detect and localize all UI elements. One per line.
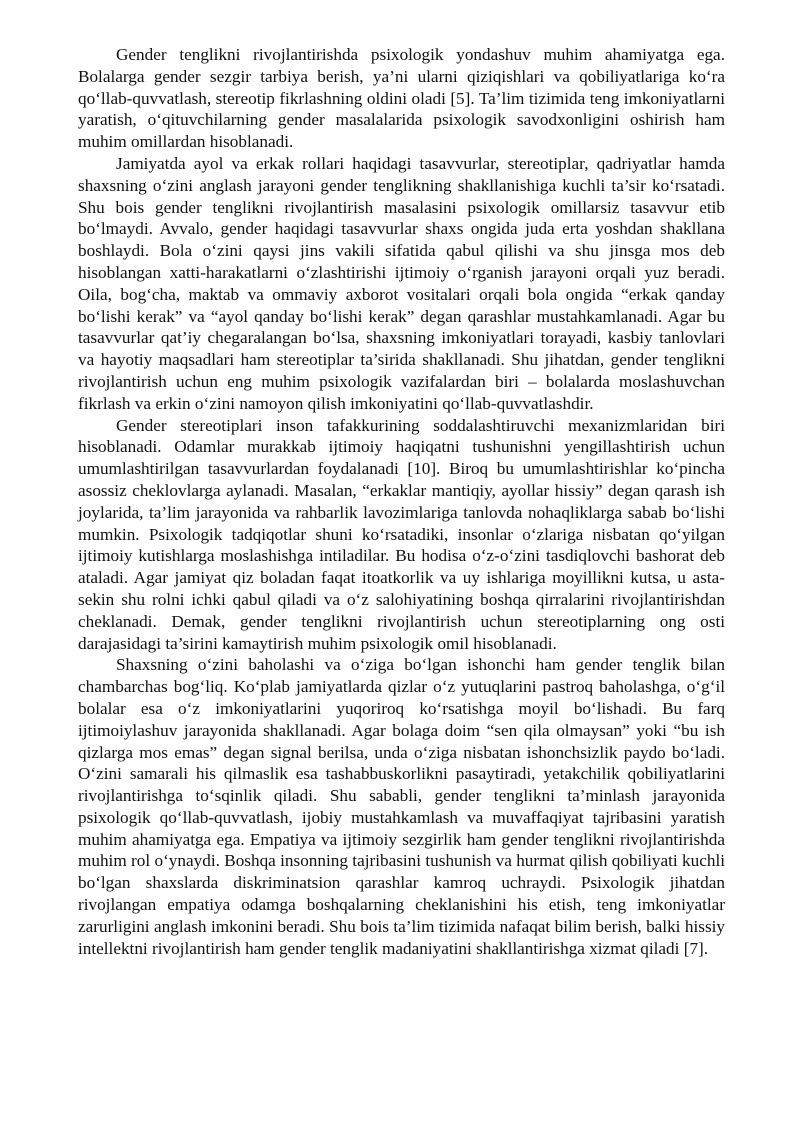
paragraph-gender-roles: Jamiyatda ayol va erkak rollari haqidagi tasavvurlar, stereotiplar, qadriyatlar hamda shaxsning o‘zini anglash jarayoni gender tenglikning shakllanishiga kuchli ta’sir ko‘rsatadi. Shu bois gender tenglikni rivojlantirish masalasini psixologik omillarsiz tasavvur etib bo‘lmaydi. Avvalo, gender haqidagi tasavvurlar shaxs ongida juda erta yoshdan shakllana boshlaydi. Bola o‘zini qaysi jins vakili sifatida qabul qilishi va shu jinsga mos deb hisoblangan xatti-harakatlarni o‘zlashtirishi ijtimoiy o‘rganish jarayoni orqali yuz beradi. Oila, bog‘cha, maktab va ommaviy axborot vositalari orqali bola ongida “erkak qanday bo‘lishi kerak” va “ayol qanday bo‘lishi kerak” degan qarashlar mustahkamlanadi. Agar bu tasavvurlar qat’iy chegaralangan bo‘lsa, shaxsning imkoniyatlari torayadi, kasbiy tanlovlari va hayotiy maqsadlari ham stereotiplar ta’sirida shakllanadi. Shu jihatdan, gender tenglikni rivojlantirish uchun eng muhim psixologik vazifalardan biri – bolalarda moslashuvchan fikrlash va erkin o‘zini namoyon qilish imkoniyatini qo‘llab-quvvatlashdir. [78,153,725,413]
paragraph-self-esteem: Shaxsning o‘zini baholashi va o‘ziga bo‘lgan ishonchi ham gender tenglik bilan chambarchas bog‘liq. Ko‘plab jamiyatlarda qizlar o‘z yutuqlarini pastroq baholashga, o‘g‘il bolalar esa o‘z imkoniyatlarini yuqoriroq ko‘rsatishga moyil bo‘lishadi. Bu farq ijtimoiylashuv jarayonida shakllanadi. Agar bolaga doim “sen qila olmaysan” yoki “bu ish qizlarga mos emas” degan signal berilsa, unda o‘ziga nisbatan ishonchsizlik paydo bo‘ladi. O‘zini samarali his qilmaslik esa tashabbuskorlikni pasaytiradi, yetakchilik qobiliyatlarini rivojlantirishga to‘sqinlik qiladi. Shu sababli, gender tenglikni ta’minlash jarayonida psixologik qo‘llab-quvvatlash, ijobiy mustahkamlash va muvaffaqiyat tajribasini yaratish muhim ahamiyatga ega. Empatiya va ijtimoiy sezgirlik ham gender tenglikni rivojlantirishda muhim rol o‘ynaydi. Boshqa insonning tajribasini tushunish va hurmat qilish qobiliyati kuchli bo‘lgan shaxslarda diskriminatsion qarashlar kamroq uchraydi. Psixologik jihatdan rivojlangan empatiya odamga boshqalarning cheklanishini his etish, teng imkoniyatlar zarurligini anglash imkonini beradi. Shu bois ta’lim tizimida nafaqat bilim berish, balki hissiy intellektni rivojlantirish ham gender tenglik madaniyatini shakllantirishga xizmat qiladi [7]. [78,655,725,958]
paragraph-psychological-approach: Gender tenglikni rivojlantirishda psixologik yondashuv muhim ahamiyatga ega. Bolalarga gender sezgir tarbiya berish, ya’ni ularni qiziqishlari va qobiliyatlariga ko‘ra qo‘llab-quvvatlash, stereotip fikrlashning oldini oladi [5]. Ta’lim tizimida teng imkoniyatlarni yaratish, o‘qituvchilarning gender masalalarida psixologik savodxonligini oshirish ham muhim omillardan hisoblanadi. [78,45,725,152]
paragraph-gender-stereotypes: Gender stereotiplari inson tafakkurining soddalashtiruvchi mexanizmlaridan biri hisoblanadi. Odamlar murakkab ijtimoiy haqiqatni tushunishni yengillashtirish uchun umumlashtirilgan tasavvurlardan foydalanadi [10]. Biroq bu umumlashtirishlar ko‘pincha asossiz cheklovlarga aylanadi. Masalan, “erkaklar mantiqiy, ayollar hissiy” degan qarash ish joylarida, ta’lim jarayonida va rahbarlik lavozimlariga tanlovda nohaqliklarga sabab bo‘lishi mumkin. Psixologik tadqiqotlar shuni ko‘rsatadiki, insonlar o‘zlariga nisbatan qo‘yilgan ijtimoiy kutishlarga moslashishga intiladilar. Bu hodisa o‘z-o‘zini tasdiqlovchi bashorat deb ataladi. Agar jamiyat qiz boladan faqat itoatkorlik va uy ishlariga moyillikni kutsa, u asta-sekin shu rolni ichki qabul qiladi va o‘z salohiyatining boshqa qirralarini rivojlantirishdan cheklanadi. Demak, gender tenglikni rivojlantirish uchun stereotiplarning ong osti darajasidagi ta’sirini kamaytirish muhim psixologik omil hisoblanadi. [78,415,725,653]
